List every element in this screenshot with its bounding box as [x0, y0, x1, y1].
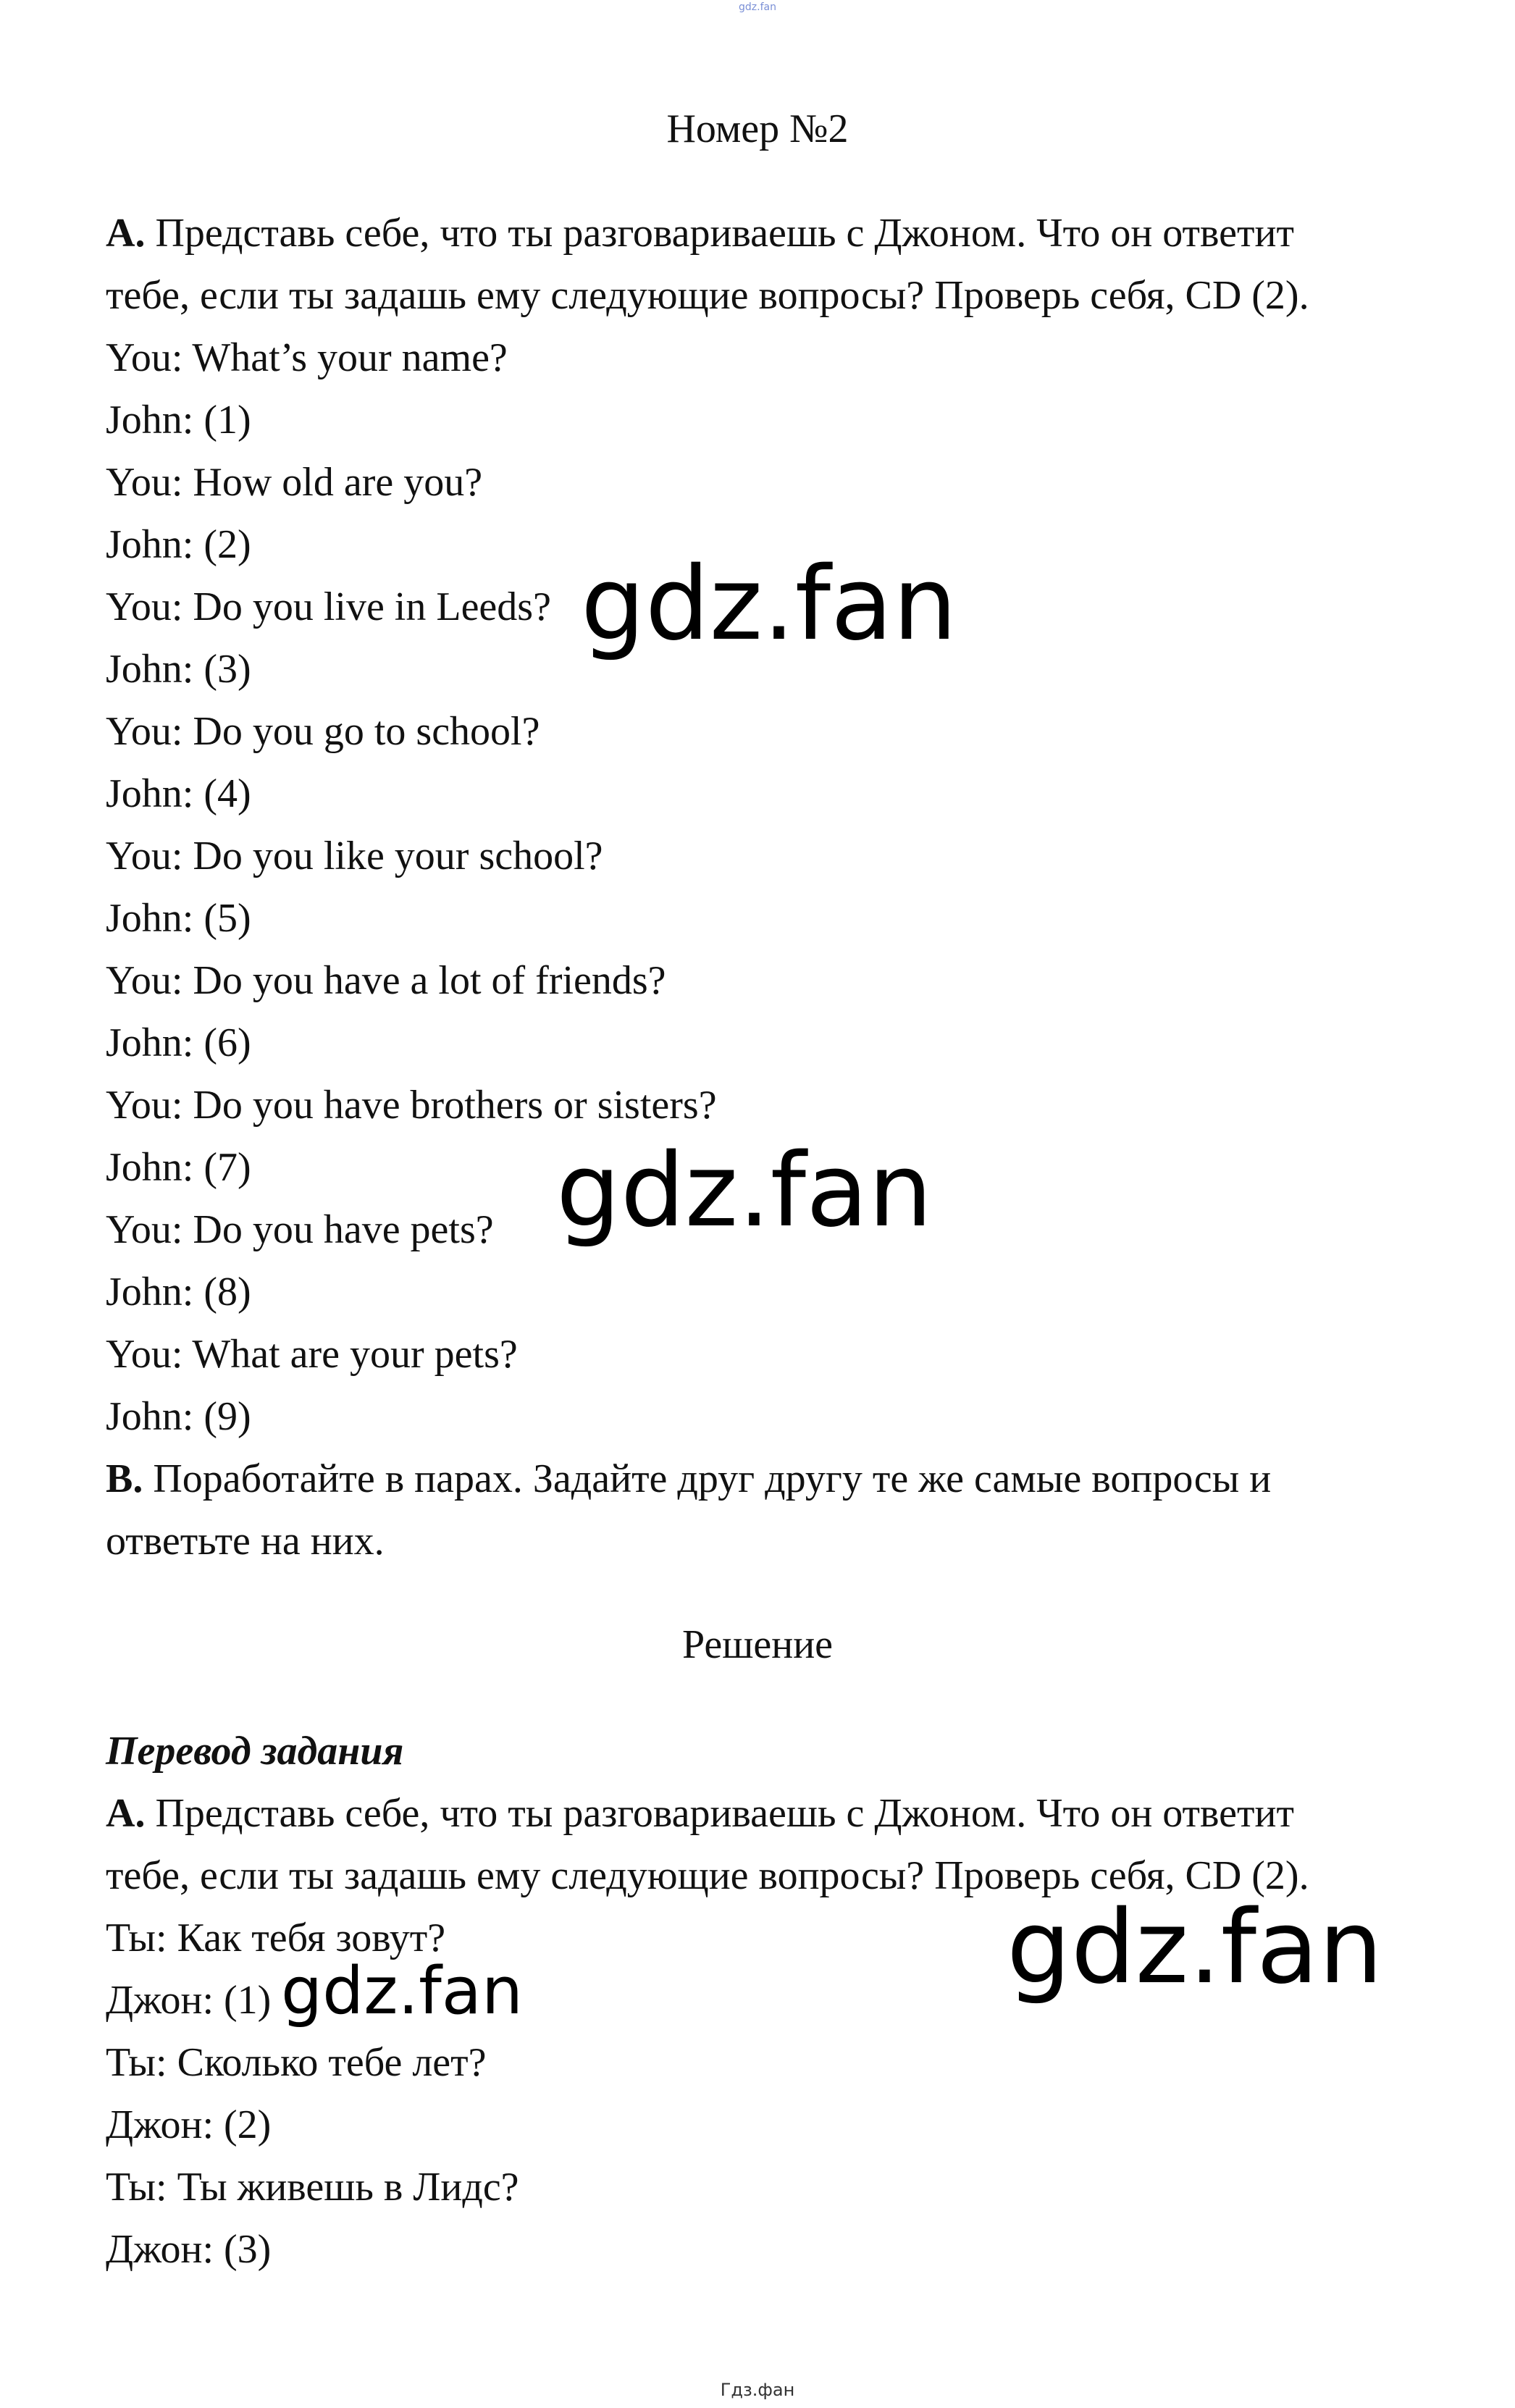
- dialogue-line: John: (3): [106, 647, 251, 692]
- dialogue-line: John: (6): [106, 1020, 251, 1065]
- dialogue-line: You: What’s your name?: [106, 335, 508, 380]
- dialogue-line: You: Do you have pets?: [106, 1207, 494, 1252]
- translation-line: Джон: (1): [106, 1978, 272, 2023]
- dialogue-line: John: (7): [106, 1145, 251, 1190]
- translation-line: Джон: (3): [106, 2227, 272, 2272]
- task-b-line1: [106, 1456, 1272, 1501]
- top-watermark: gdz.fan: [739, 1, 776, 13]
- footer-watermark: Гдз.фан: [720, 2380, 795, 2400]
- dialogue-line: You: Do you like your school?: [106, 834, 603, 878]
- dialogue-line: John: (1): [106, 398, 251, 442]
- solution-a-line2: тебе, если ты задашь ему следующие вопросы? Проверь себя, CD (2).: [106, 1853, 1309, 1898]
- dialogue-line: John: (5): [106, 896, 251, 941]
- dialogue-line: John: (4): [106, 771, 251, 816]
- task-a-line2: тебе, если ты задашь ему следующие вопросы? Проверь себя, CD (2).: [106, 273, 1309, 318]
- dialogue-line: You: How old are you?: [106, 460, 483, 505]
- task-b-line2: ответьте на них.: [106, 1519, 385, 1564]
- solution-a-text1: Представь себе, что ты разговариваешь с Джоном. Что он ответит: [155, 1791, 1294, 1836]
- dialogue-line: You: Do you have brothers or sisters?: [106, 1083, 717, 1128]
- task-a-label: A.: [106, 211, 146, 256]
- solution-heading: Решение: [681, 1622, 834, 1667]
- translation-line: Джон: (2): [106, 2102, 272, 2147]
- watermark: gdz.fan: [556, 1132, 933, 1250]
- dialogue-line: John: (2): [106, 522, 251, 567]
- task-a-text1: Представь себе, что ты разговариваешь с Джоном. Что он ответит: [155, 211, 1294, 256]
- watermark: gdz.fan: [1007, 1889, 1383, 2007]
- dialogue-line: You: Do you live in Leeds?: [106, 584, 551, 629]
- watermark: gdz.fan: [581, 545, 957, 663]
- dialogue-line: You: What are your pets?: [106, 1332, 518, 1377]
- translation-line: Ты: Как тебя зовут?: [106, 1916, 446, 1960]
- solution-a-label: А.: [106, 1791, 146, 1836]
- dialogue-line: You: Do you go to school?: [106, 709, 540, 754]
- watermark: gdz.fan: [281, 1953, 523, 2029]
- translation-line: Ты: Сколько тебе лет?: [106, 2040, 487, 2085]
- dialogue-line: John: (8): [106, 1270, 251, 1314]
- solution-a-line1: [106, 1793, 1294, 1834]
- page-title: Номер №2: [666, 106, 849, 151]
- translation-line: Ты: Ты живешь в Лидс?: [106, 2165, 519, 2210]
- task-b-text1: Поработайте в парах. Задайте друг другу те же самые вопросы и: [153, 1456, 1272, 1501]
- task-a-line1: [106, 211, 1294, 256]
- task-b-label: B.: [106, 1456, 143, 1501]
- translation-heading: Перевод задания: [106, 1729, 404, 1774]
- dialogue-line: John: (9): [106, 1394, 251, 1439]
- dialogue-line: You: Do you have a lot of friends?: [106, 958, 666, 1003]
